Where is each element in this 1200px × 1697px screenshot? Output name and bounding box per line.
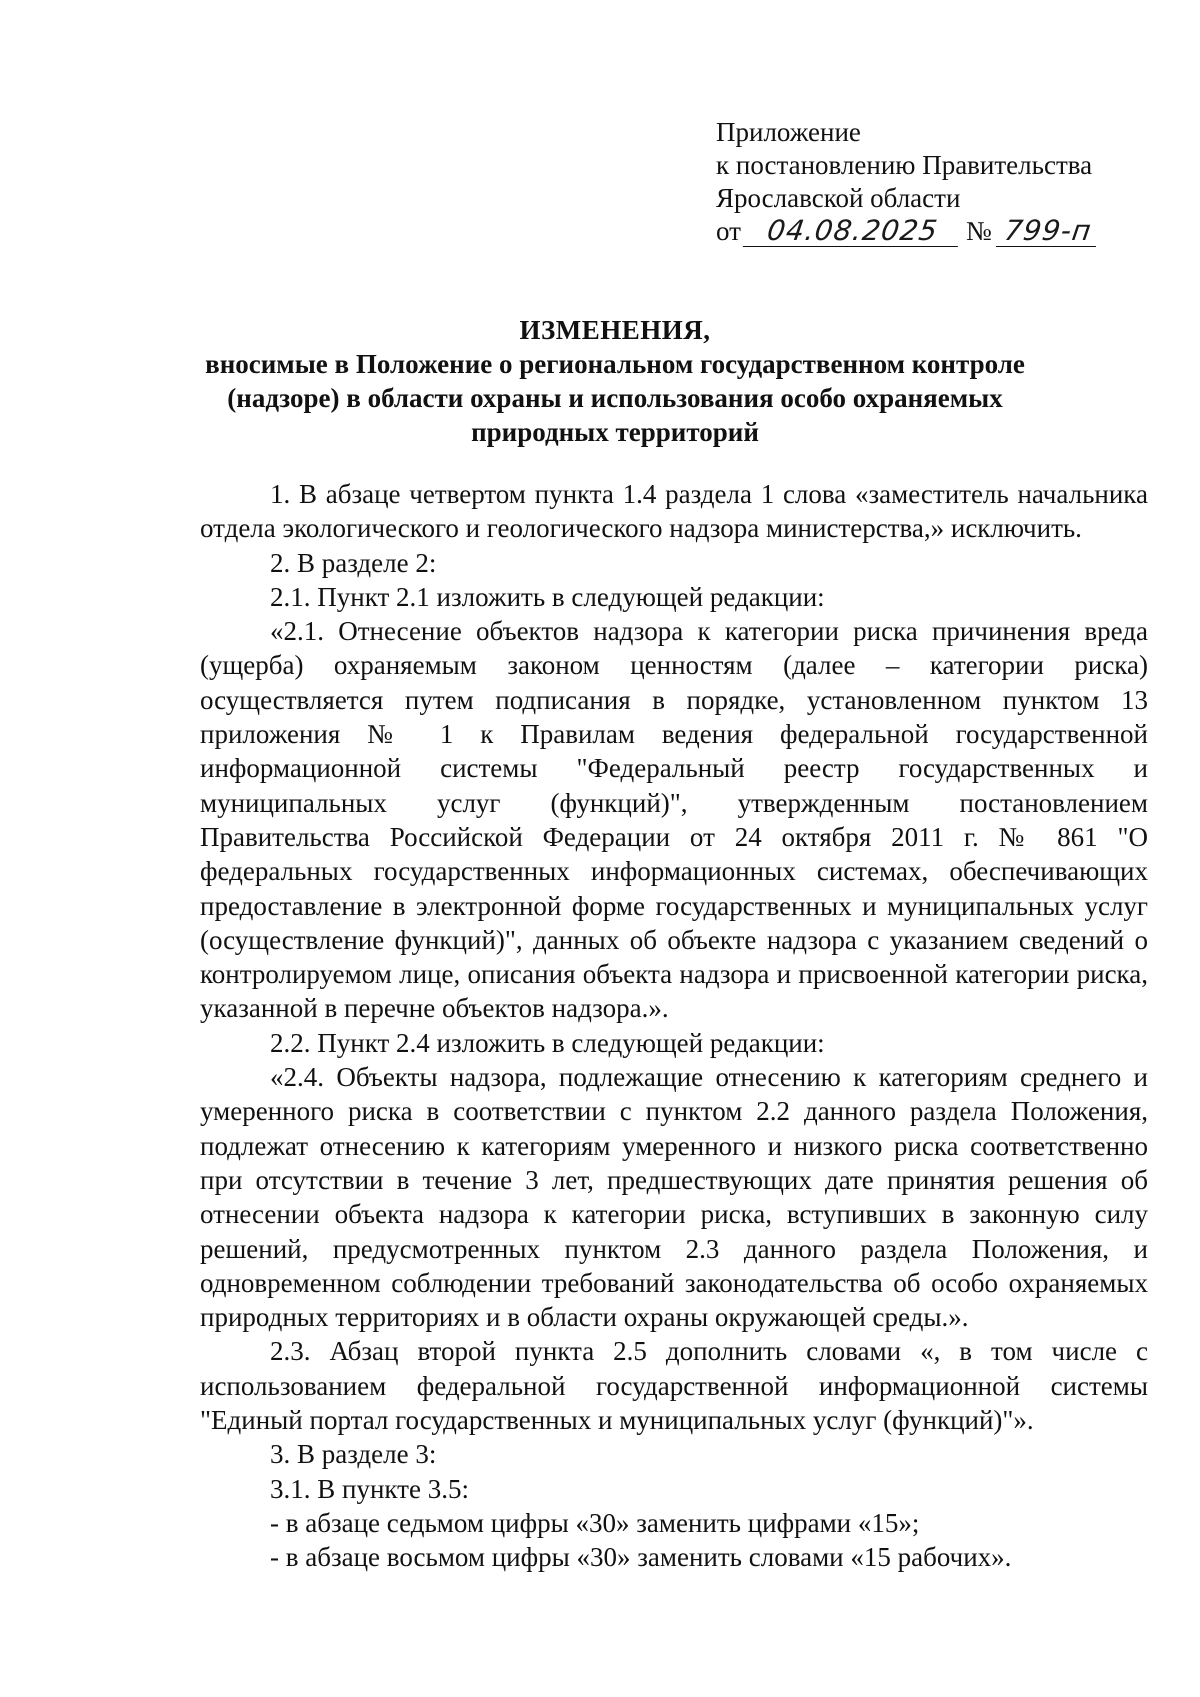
document-body — [200, 477, 1148, 1575]
document-title — [150, 313, 1080, 449]
paragraph: 2.1. Пункт 2.1 изложить в следующей редакции: — [270, 581, 825, 612]
number-label: № — [965, 216, 992, 246]
title-line-4: природных территорий — [471, 417, 759, 447]
paragraph: 2.2. Пункт 2.4 изложить в следующей редакции: — [270, 1027, 825, 1058]
paragraph: - в абзаце седьмом цифры «30» заменить цифрами «15»; — [270, 1507, 920, 1538]
paragraph: 3.1. В пункте 3.5: — [270, 1473, 469, 1504]
date-prefix: от — [716, 216, 741, 246]
appendix-date-number-line — [716, 215, 1098, 248]
appendix-line-1: Приложение — [716, 117, 861, 147]
paragraph: 2. В разделе 2: — [270, 547, 437, 578]
appendix-line-2: к постановлению Правительства — [716, 150, 1093, 180]
handwritten-date: 04.08.2025 — [743, 216, 962, 247]
appendix-line-3: Ярославской области — [716, 183, 961, 213]
title-main: ИЗМЕНЕНИЯ, — [519, 315, 711, 345]
handwritten-number: 799-п — [996, 216, 1100, 247]
paragraph: 2.3. Абзац второй пункта 2.5 дополнить словами «, в том числе с использованием федеральной государственной информационной системы "Единый портал государственных и муниципальных услуг (функций)"». — [200, 1336, 1148, 1436]
title-line-3: (надзоре) в области охраны и использования особо охраняемых — [227, 383, 1003, 413]
title-line-2: вносимые в Положение о региональном государственном контроле — [205, 349, 1025, 379]
appendix-header — [716, 116, 1098, 248]
paragraph: «2.4. Объекты надзора, подлежащие отнесению к категориям среднего и умеренного риска в соответствии с пунктом 2.2 данного раздела Положения, подлежат отнесению к категориям умеренного и низкого риска соответственно при отсутствии в течение 3 лет, предшествующих дате принятия решения об отнесении объекта надзора к категории риска, вступивших в законную силу решений, предусмотренных пунктом 2.3 данного раздела Положения, и одновременном соблюдении требований законодательства об особо охраняемых природных территориях и в области охраны окружающей среды.». — [200, 1062, 1148, 1333]
paragraph: 1. В абзаце четвертом пункта 1.4 раздела 1 слова «заместитель начальника отдела экологического и геологического надзора министерства,» исключить. — [200, 479, 1148, 544]
paragraph: «2.1. Отнесение объектов надзора к категории риска причинения вреда (ущерба) охраняемым законом ценностям (далее – категории риска) осуществляется путем подписания в порядке, установленном пунктом 13 приложения № 1 к Правилам ведения федеральной государственной информационной системы "Федеральный реестр государственных и муниципальных услуг (функций)", утвержденным постановлением Правительства Российской Федерации от 24 октября 2011 г. № 861 "О федеральных государственных информационных системах, обеспечивающих предоставление в электронной форме государственных и муниципальных услуг (осуществление функций)", данных об объекте надзора с указанием сведений о контролируемом лице, описания объекта надзора и присвоенной категории риска, указанной в перечне объектов надзора.». — [200, 616, 1148, 1024]
paragraph: - в абзаце восьмом цифры «30» заменить словами «15 рабочих». — [270, 1542, 1012, 1573]
paragraph: 3. В разделе 3: — [270, 1439, 437, 1470]
